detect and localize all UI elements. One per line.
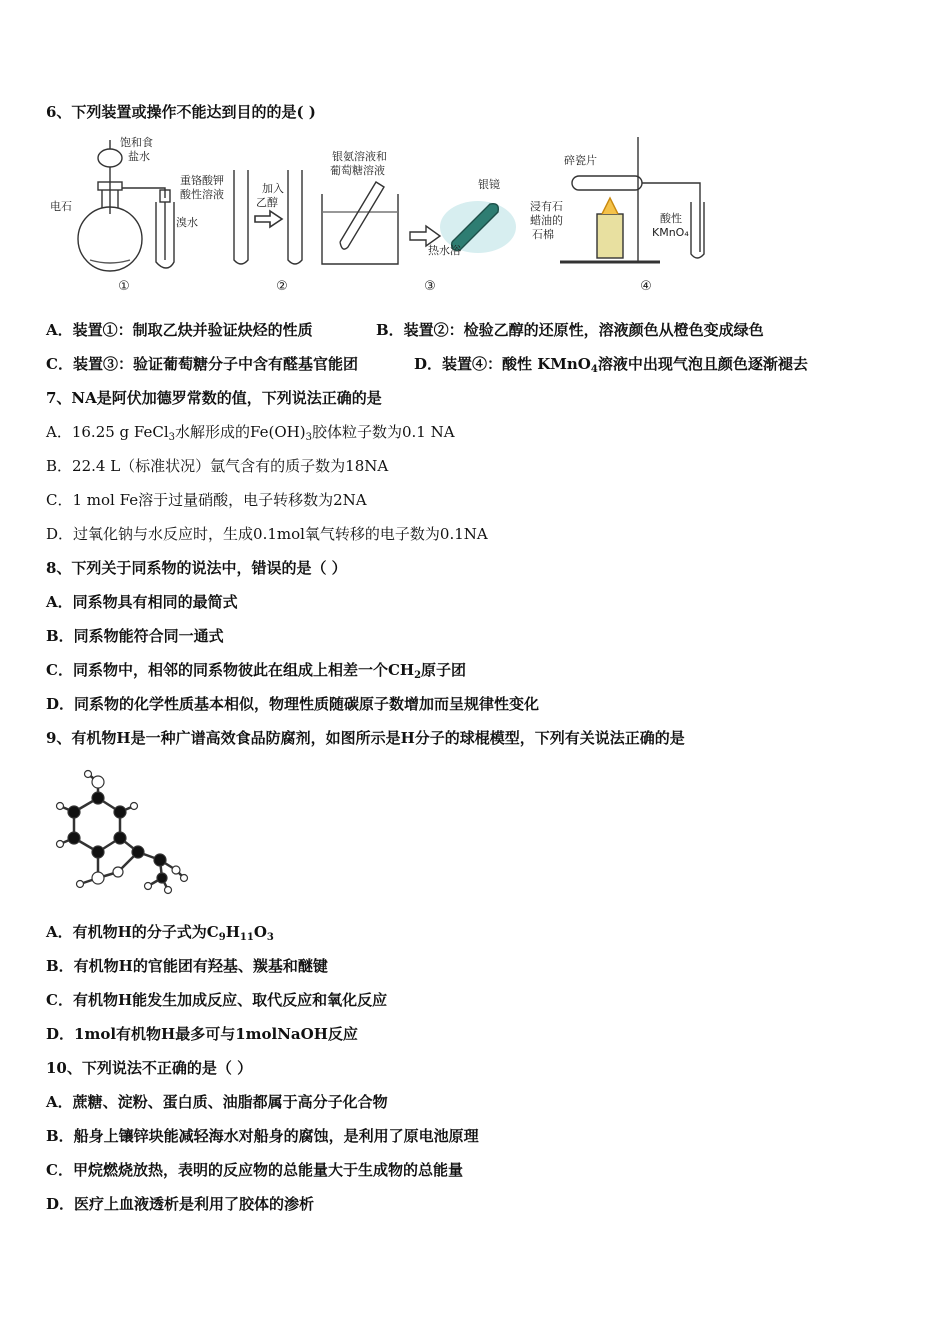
q7-option-b[interactable]: B．22.4 L（标准状况）氩气含有的质子数为18NA	[46, 457, 389, 475]
q8-option-c[interactable]	[46, 660, 466, 686]
q8-option-b[interactable]: B．同系物能符合同一通式	[46, 627, 224, 645]
q10-stem: 10、下列说法不正确的是（ ）	[46, 1059, 253, 1077]
q6-option-d-post: 溶液中出现气泡且颜色逐渐褪去	[597, 355, 808, 373]
q7-a-sub1: 3	[168, 432, 176, 443]
label-hot-bath: 热水浴	[428, 244, 461, 257]
q9-stem: 9、有机物H是一种广谱高效食品防腐剂，如图所示是H分子的球棍模型，下列有关说法正确的是	[46, 729, 685, 747]
label-add-2: 乙醇	[256, 196, 278, 209]
q7-a-mid: 水解形成的Fe(OH)	[175, 423, 306, 441]
label-ammonia-2: 葡萄糖溶液	[330, 164, 385, 177]
q9-a-s1: 9	[218, 932, 226, 943]
q10-option-c[interactable]: C．甲烷燃烧放热，表明的反应物的总能量大于生成物的总能量	[46, 1161, 463, 1179]
q7-a-post: 胶体粒子数为0.1 NA	[311, 423, 455, 441]
label-dichromate-2: 酸性溶液	[180, 188, 224, 201]
q10-option-b[interactable]: B．船身上镶锌块能减轻海水对船身的腐蚀，是利用了原电池原理	[46, 1127, 479, 1145]
apparatus-3	[322, 182, 516, 264]
q9-a-s3: 3	[266, 932, 274, 943]
label-saturated-salt-1: 饱和食	[120, 136, 153, 149]
q7-a-pre: A．16.25 g FeCl	[46, 423, 169, 441]
ball-and-stick-model	[50, 760, 190, 900]
q9-a-s2: 11	[239, 932, 254, 943]
q7-option-c[interactable]: C．1 mol Fe溶于过量硝酸，电子转移数为2NA	[46, 491, 367, 509]
q10-option-a[interactable]: A．蔗糖、淀粉、蛋白质、油脂都属于高分子化合物	[46, 1093, 388, 1111]
q9-option-b[interactable]: B．有机物H的官能团有羟基、羰基和醚键	[46, 957, 328, 975]
label-kmno4: KMnO₄	[652, 226, 689, 239]
label-porcelain: 碎瓷片	[564, 154, 597, 167]
label-n3: ③	[424, 279, 436, 294]
label-n1: ①	[118, 279, 130, 294]
q9-a-o: O	[253, 923, 267, 941]
label-ammonia-1: 银氨溶液和	[332, 150, 387, 163]
q6-options-ab	[46, 320, 764, 340]
q7-a-sub2: 3	[305, 432, 312, 443]
q8-c-post: 原子团	[421, 661, 467, 679]
q6-stem: 6、下列装置或操作不能达到目的的是( )	[46, 103, 316, 121]
q9-option-a[interactable]	[46, 922, 274, 948]
q6-option-b[interactable]: B．装置②：检验乙醇的还原性，溶液颜色从橙色变成绿色	[376, 321, 764, 339]
q8-c-sub: 2	[414, 670, 422, 681]
q6-option-a[interactable]: A．装置①：制取乙炔并验证炔烃的性质	[46, 321, 313, 339]
q6-option-d-pre: D．装置④：酸性 KMnO	[414, 355, 591, 373]
q10-option-d[interactable]: D．医疗上血液透析是利用了胶体的渗析	[46, 1195, 315, 1213]
q9-a-pre: A．有机物H的分子式为C	[46, 923, 219, 941]
label-acidic: 酸性	[660, 212, 682, 225]
q7-option-d[interactable]: D．过氧化钠与水反应时，生成0.1mol氧气转移的电子数为0.1NA	[46, 525, 488, 543]
q6-option-c[interactable]: C．装置③：验证葡萄糖分子中含有醛基官能团	[46, 355, 358, 373]
q7-option-a[interactable]	[46, 422, 455, 448]
label-soaked-3: 石棉	[532, 228, 554, 241]
q9-a-h: H	[225, 923, 240, 941]
q8-c-pre: C．同系物中，相邻的同系物彼此在组成上相差一个CH	[46, 661, 415, 679]
label-bromine-water: 溴水	[176, 216, 198, 229]
label-dichromate-1: 重铬酸钾	[180, 174, 224, 187]
label-n4: ④	[640, 279, 652, 294]
q9-option-c[interactable]: C．有机物H能发生加成反应、取代反应和氧化反应	[46, 991, 388, 1009]
label-saturated-salt-2: 盐水	[128, 150, 150, 163]
q6-apparatus-figure	[40, 132, 740, 297]
q6-options-cd	[46, 354, 808, 375]
q8-option-d[interactable]: D．同系物的化学性质基本相似，物理性质随碳原子数增加而呈规律性变化	[46, 695, 540, 713]
q7-stem: 7、NA是阿伏加德罗常数的值，下列说法正确的是	[46, 389, 382, 407]
q6-option-d[interactable]	[414, 354, 808, 380]
q9-option-d[interactable]: D．1mol有机物H最多可与1molNaOH反应	[46, 1025, 358, 1043]
q8-stem: 8、下列关于同系物的说法中，错误的是（ ）	[46, 559, 347, 577]
label-soaked-2: 蜡油的	[530, 214, 563, 227]
apparatus-1	[78, 140, 174, 271]
q8-option-a[interactable]: A．同系物具有相同的最简式	[46, 593, 238, 611]
label-soaked-1: 浸有石	[530, 200, 563, 213]
label-carbide: 电石	[50, 200, 72, 213]
label-n2: ②	[276, 279, 288, 294]
label-add-1: 加入	[262, 182, 284, 195]
q6-option-d-sub: 4	[590, 364, 598, 375]
label-silver-mirror: 银镜	[478, 178, 500, 191]
